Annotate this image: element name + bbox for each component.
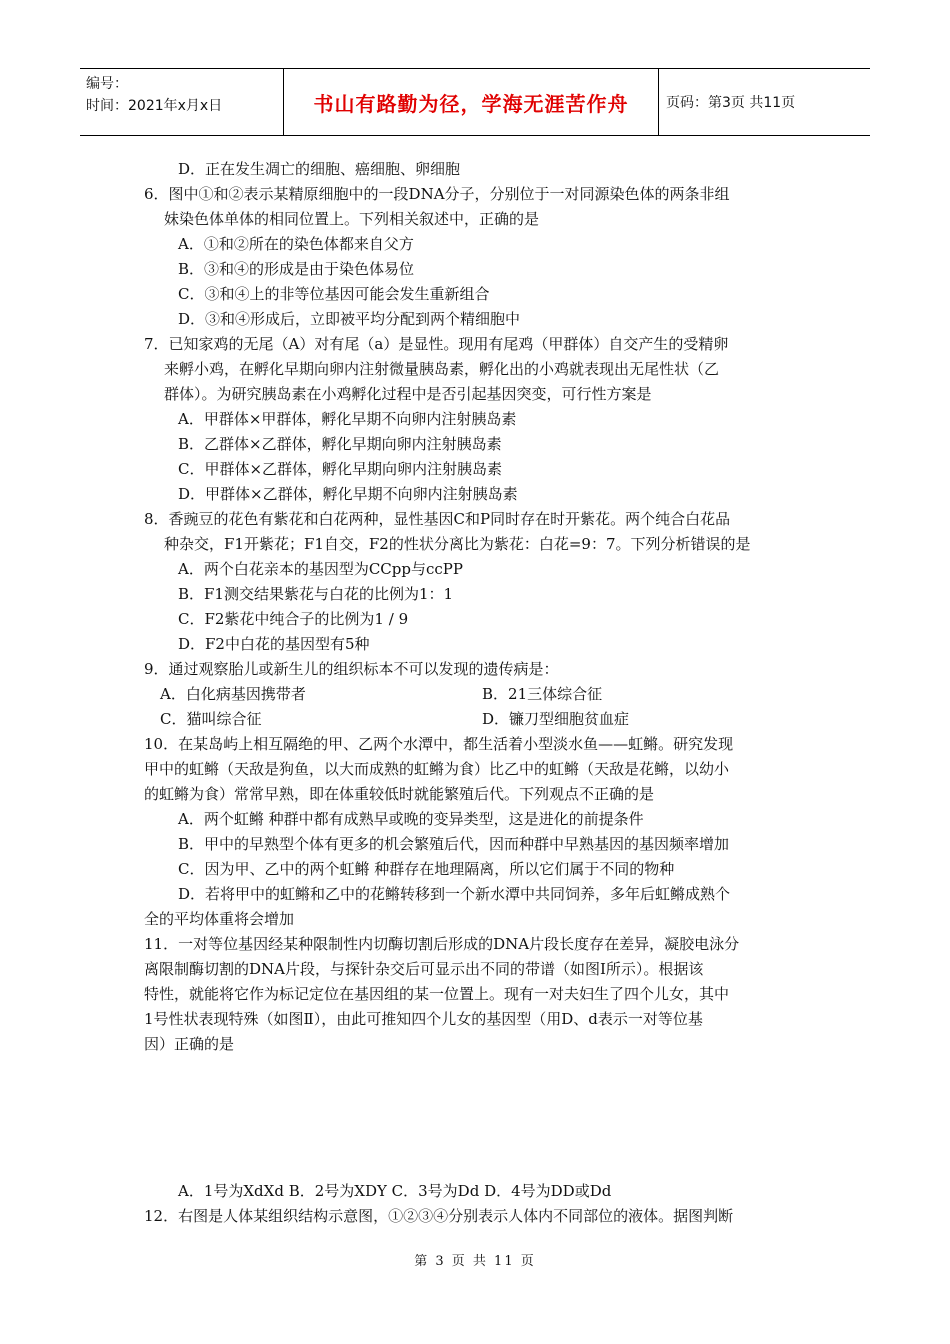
q9-option-b: B．21三体综合征 bbox=[482, 685, 603, 703]
q10-stem-line3: 的虹鳉为食）常常早熟，即在体重较低时就能繁殖后代。下列观点不正确的是 bbox=[144, 785, 655, 803]
q8-stem-line1: 8．香豌豆的花色有紫花和白花两种，显性基因C和P同时存在时开紫花。两个纯合白花品 bbox=[144, 510, 731, 528]
q10-option-a: A．两个虹鳉 种群中都有成熟早或晚的变异类型，这是进化的前提条件 bbox=[178, 810, 644, 828]
q6-stem-line1: 6．图中①和②表示某精原细胞中的一段DNA分子，分别位于一对同源染色体的两条非组 bbox=[144, 185, 730, 203]
q8-option-c: C．F2紫花中纯合子的比例为1 / 9 bbox=[178, 610, 409, 628]
header-meta bbox=[80, 69, 286, 135]
q6-stem-line2: 妹染色体单体的相同位置上。下列相关叙述中，正确的是 bbox=[164, 210, 540, 228]
q10-stem-line1: 10．在某岛屿上相互隔绝的甲、乙两个水潭中，都生活着小型淡水鱼——虹鳉。研究发现 bbox=[144, 735, 734, 753]
q7-option-b: B．乙群体×乙群体，孵化早期向卵内注射胰岛素 bbox=[178, 435, 502, 453]
q12-stem-line1: 12．右图是人体某组织结构示意图，①②③④分别表示人体内不同部位的液体。据图判断 bbox=[144, 1207, 734, 1225]
q10-stem-line2: 甲中的虹鳉（天敌是狗鱼，以大而成熟的虹鳉为食）比乙中的虹鳉（天敌是花鳉，以幼小 bbox=[144, 760, 730, 778]
q10-option-c: C．因为甲、乙中的两个虹鳉 种群存在地理隔离，所以它们属于不同的物种 bbox=[178, 860, 675, 878]
q11-stem-line3: 特性，就能将它作为标记定位在基因组的某一位置上。现有一对夫妇生了四个儿女，其中 bbox=[144, 985, 730, 1003]
q9-option-c: C．猫叫综合征 bbox=[160, 710, 262, 728]
q7-option-d: D．甲群体×乙群体，孵化早期不向卵内注射胰岛素 bbox=[178, 485, 518, 503]
header-motto: 书山有路勤为径，学海无涯苦作舟 bbox=[283, 69, 659, 135]
q11-options: A．1号为XdXd B．2号为XDY C．3号为Dd D．4号为DD或Dd bbox=[178, 1182, 612, 1200]
q6-option-a: A．①和②所在的染色体都来自父方 bbox=[178, 235, 414, 253]
q5-option-d: D．正在发生凋亡的细胞、癌细胞、卵细胞 bbox=[178, 160, 461, 178]
serial-label: 编号： bbox=[86, 76, 128, 92]
page-header bbox=[80, 68, 870, 136]
q8-stem-line2: 种杂交，F1开紫花；F1自交，F2的性状分离比为紫花：白花=9：7。下列分析错误的是 bbox=[164, 535, 751, 553]
q11-stem-line2: 离限制酶切割的DNA片段，与探针杂交后可显示出不同的带谱（如图Ⅰ所示）。根据该 bbox=[144, 960, 704, 978]
q6-option-b: B．③和④的形成是由于染色体易位 bbox=[178, 260, 415, 278]
q6-option-d: D．③和④形成后，立即被平均分配到两个精细胞中 bbox=[178, 310, 521, 328]
q7-stem-line1: 7．已知家鸡的无尾（A）对有尾（a）是显性。现用有尾鸡（甲群体）自交产生的受精卵 bbox=[144, 335, 729, 353]
date-label: 时间：2021年x月x日 bbox=[86, 98, 223, 114]
q9-stem: 9．通过观察胎儿或新生儿的组织标本不可以发现的遗传病是： bbox=[144, 660, 559, 678]
q10-option-d-line2: 全的平均体重将会增加 bbox=[144, 910, 295, 928]
q11-stem-line4: 1号性状表现特殊（如图Ⅱ），由此可推知四个儿女的基因型（用D、d表示一对等位基 bbox=[144, 1010, 703, 1028]
page-footer: 第 3 页 共 11 页 bbox=[414, 1254, 536, 1269]
q8-option-b: B．F1测交结果紫花与白花的比例为1：1 bbox=[178, 585, 454, 603]
q11-stem-line5: 因）正确的是 bbox=[144, 1035, 235, 1053]
q8-option-d: D．F2中白花的基因型有5种 bbox=[178, 635, 370, 653]
q7-stem-line3: 群体）。为研究胰岛素在小鸡孵化过程中是否引起基因突变，可行性方案是 bbox=[164, 385, 652, 403]
q7-option-c: C．甲群体×乙群体，孵化早期向卵内注射胰岛素 bbox=[178, 460, 503, 478]
q10-option-d-line1: D．若将甲中的虹鳉和乙中的花鳉转移到一个新水潭中共同饲养，多年后虹鳉成熟个 bbox=[178, 885, 731, 903]
q11-stem-line1: 11．一对等位基因经某种限制性内切酶切割后形成的DNA片段长度存在差异，凝胶电泳分 bbox=[144, 935, 740, 953]
q8-option-a: A．两个白花亲本的基因型为CCpp与ccPP bbox=[178, 560, 463, 578]
q9-option-a: A．白化病基因携带者 bbox=[160, 685, 306, 703]
q10-option-b: B．甲中的早熟型个体有更多的机会繁殖后代，因而种群中早熟基因的基因频率增加 bbox=[178, 835, 730, 853]
q9-option-d: D．镰刀型细胞贫血症 bbox=[482, 710, 630, 728]
q7-option-a: A．甲群体×甲群体，孵化早期不向卵内注射胰岛素 bbox=[178, 410, 517, 428]
q7-stem-line2: 来孵小鸡，在孵化早期向卵内注射微量胰岛素，孵化出的小鸡就表现出无尾性状（乙 bbox=[164, 360, 720, 378]
header-page-number: 页码：第3页 共11页 bbox=[666, 95, 796, 111]
q6-option-c: C．③和④上的非等位基因可能会发生重新组合 bbox=[178, 285, 490, 303]
